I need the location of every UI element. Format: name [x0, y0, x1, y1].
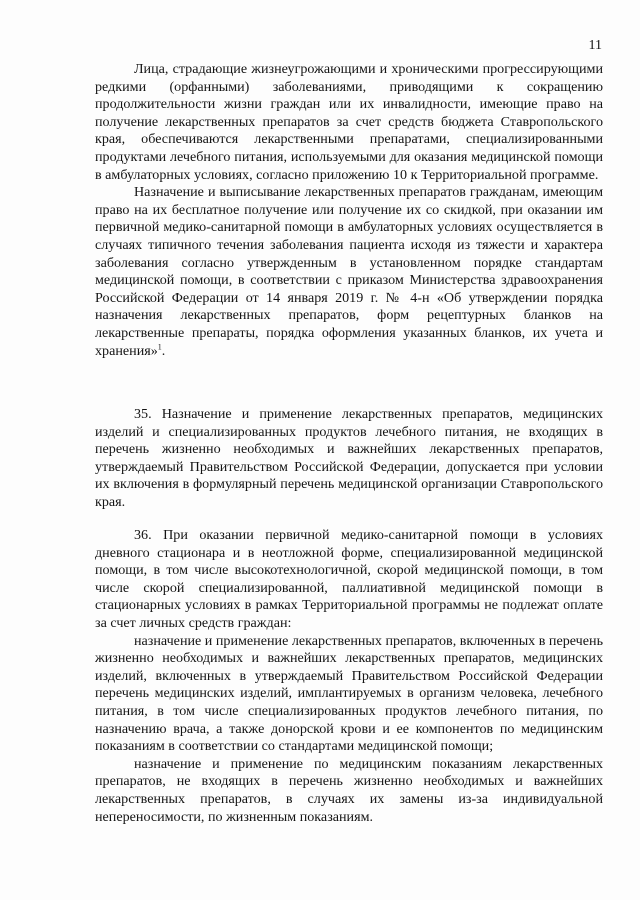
paragraph-section-35: 35. Назначение и применение лекарственных препаратов, медицинских изделий и специализированных продуктов лечебного питания, не входящих в перечень жизненно необходимых и важнейших лекарственных препаратов, утверждаемый Правительством Российской Федерации, допускается при условии их включения в формулярный перечень медицинской организации Ставропольского края.	[95, 406, 603, 510]
paragraph-nonessential-medicines: назначение и применение по медицинским показаниям лекарственных препаратов, не входящих в перечень жизненно необходимых и важнейших лекарственных препаратов, в случаях их замены из-за индивидуальной непереносимости, по жизненным показаниям.	[95, 755, 603, 825]
paragraph-prescription-order	[95, 184, 603, 360]
paragraph-essential-medicines: назначение и применение лекарственных препаратов, включенных в перечень жизненно необходимых и важнейших лекарственных препаратов, медицинских изделий, включенных в утверждаемый Правительством Российской Федерации перечень медицинских изделий, имплантируемых в организм человека, лечебного питания, в том числе специализированных продуктов лечебного питания, по назначению врача, а также донорской крови и ее компонентов по медицинским показаниям в соответствии со стандартами медицинской помощи;	[95, 632, 603, 755]
footnote-marker: 1	[157, 341, 162, 351]
text-block-section-35	[95, 406, 603, 512]
paragraph-orphan-diseases: Лица, страдающие жизнеугрожающими и хроническими прогрессирующими редкими (орфанными) заболеваниями, приводящими к сокращению продолжительности жизни граждан или их инвалидности, имеющие право на получение лекарственных препаратов за счет средств бюджета Ставропольского края, обеспечиваются лекарственными препаратами, специализированными продуктами лечебного питания, используемыми для оказания медицинской помощи в амбулаторных условиях, согласно приложению 10 к Территориальной программе.	[95, 61, 603, 183]
paragraph-section-36: 36. При оказании первичной медико-санитарной помощи в условиях дневного стационара и в неотложной форме, специализированной медицинской помощи, в том числе высокотехнологичной, скорой медицинской помощи, в том числе скорой специализированной, паллиативной медицинской помощи в стационарных условиях в рамках Территориальной программы не подлежат оплате за счет личных средств граждан:	[95, 527, 603, 631]
text-block-medications	[95, 61, 603, 360]
page-number: 11	[588, 38, 602, 53]
paragraph-end-punctuation: .	[161, 342, 166, 359]
text-block-section-36	[95, 527, 603, 826]
paragraph-prescription-text: Назначение и выписывание лекарственных препаратов гражданам, имеющим право на их бесплатное получение или получение их со скидкой, при оказании им первичной медико-санитарной помощи в амбулаторных условиях осуществляется в случаях типичного течения заболевания пациента исходя из тяжести и характера заболевания согласно утвержденным в установленном порядке стандартам медицинской помощи, в соответствии с приказом Министерства здравоохранения Российской Федерации от 14 января 2019 г. № 4-н «Об утверждении порядка назначения лекарственных препаратов, форм рецептурных бланков на лекарственные препараты, порядка оформления указанных бланков, их учета и хранения»	[95, 184, 603, 359]
